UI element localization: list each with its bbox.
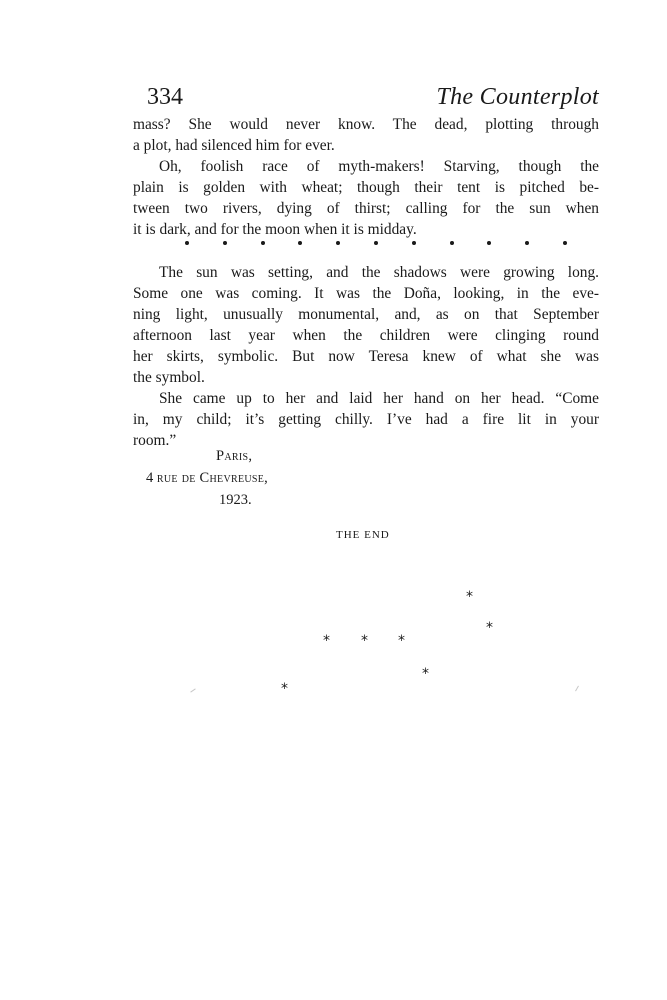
paragraph-3 bbox=[133, 262, 599, 388]
text-line: She came up to her and laid her hand on her head. “Come bbox=[159, 390, 599, 407]
asterisk-ornament: * bbox=[361, 633, 368, 649]
text-line: Oh, foolish race of myth-makers! Starving, though the bbox=[159, 158, 599, 175]
text-line: mass? She would never know. The dead, plotting through bbox=[133, 116, 599, 133]
signoff-year: 1923. bbox=[219, 492, 252, 508]
paper-smudge bbox=[575, 686, 579, 692]
text-line: the symbol. bbox=[133, 369, 205, 386]
text-line: The sun was setting, and the shadows were growing long. bbox=[159, 264, 599, 281]
asterisk-ornament: * bbox=[486, 620, 493, 636]
paper-smudge bbox=[190, 688, 195, 692]
paragraph-4 bbox=[133, 388, 599, 451]
signoff-address bbox=[133, 467, 433, 489]
asterisk-ornament: * bbox=[398, 633, 405, 649]
text-line: a plot, had silenced him for ever. bbox=[133, 137, 335, 154]
asterisk-ornament: * bbox=[281, 681, 288, 697]
place-date-signoff bbox=[133, 445, 433, 511]
text-line: in, my child; it’s getting chilly. I’ve had a fire lit in your bbox=[133, 411, 599, 428]
dot bbox=[563, 241, 567, 245]
dot bbox=[336, 241, 340, 245]
page-number: 334 bbox=[147, 84, 183, 110]
text-line: Some one was coming. It was the Doña, looking, in the eve- bbox=[133, 285, 599, 302]
text-line: plain is golden with wheat; though their tent is pitched be- bbox=[133, 179, 599, 196]
the-end-mark: THE END bbox=[336, 529, 390, 541]
dot bbox=[261, 241, 265, 245]
signoff-address-number: 4 bbox=[146, 470, 154, 486]
paragraph-2 bbox=[133, 156, 599, 240]
section-break-dots bbox=[133, 238, 599, 252]
signoff-city: Paris, bbox=[216, 448, 253, 464]
dot bbox=[223, 241, 227, 245]
dot bbox=[412, 241, 416, 245]
dot bbox=[185, 241, 189, 245]
text-line: tween two rivers, dying of thirst; calling for the sun when bbox=[133, 200, 599, 217]
signoff-address-street: rue de Chevreuse, bbox=[156, 470, 269, 486]
page-header bbox=[147, 82, 599, 116]
asterisk-ornament: * bbox=[466, 589, 473, 605]
text-line: her skirts, symbolic. But now Teresa knew of what she was bbox=[133, 348, 599, 365]
asterisk-ornament: * bbox=[422, 666, 429, 682]
dot bbox=[487, 241, 491, 245]
asterisk-ornament: * bbox=[323, 633, 330, 649]
dot bbox=[525, 241, 529, 245]
dot bbox=[374, 241, 378, 245]
running-head-title: The Counterplot bbox=[436, 84, 599, 110]
text-line: ning light, unusually monumental, and, as on that September bbox=[133, 306, 599, 323]
text-line: afternoon last year when the children were clinging round bbox=[133, 327, 599, 344]
text-line: it is dark, and for the moon when it is midday. bbox=[133, 221, 417, 238]
paragraph-1 bbox=[133, 114, 599, 156]
dot bbox=[450, 241, 454, 245]
body-text bbox=[133, 114, 599, 451]
dot bbox=[298, 241, 302, 245]
text-line: room.” bbox=[133, 432, 177, 449]
